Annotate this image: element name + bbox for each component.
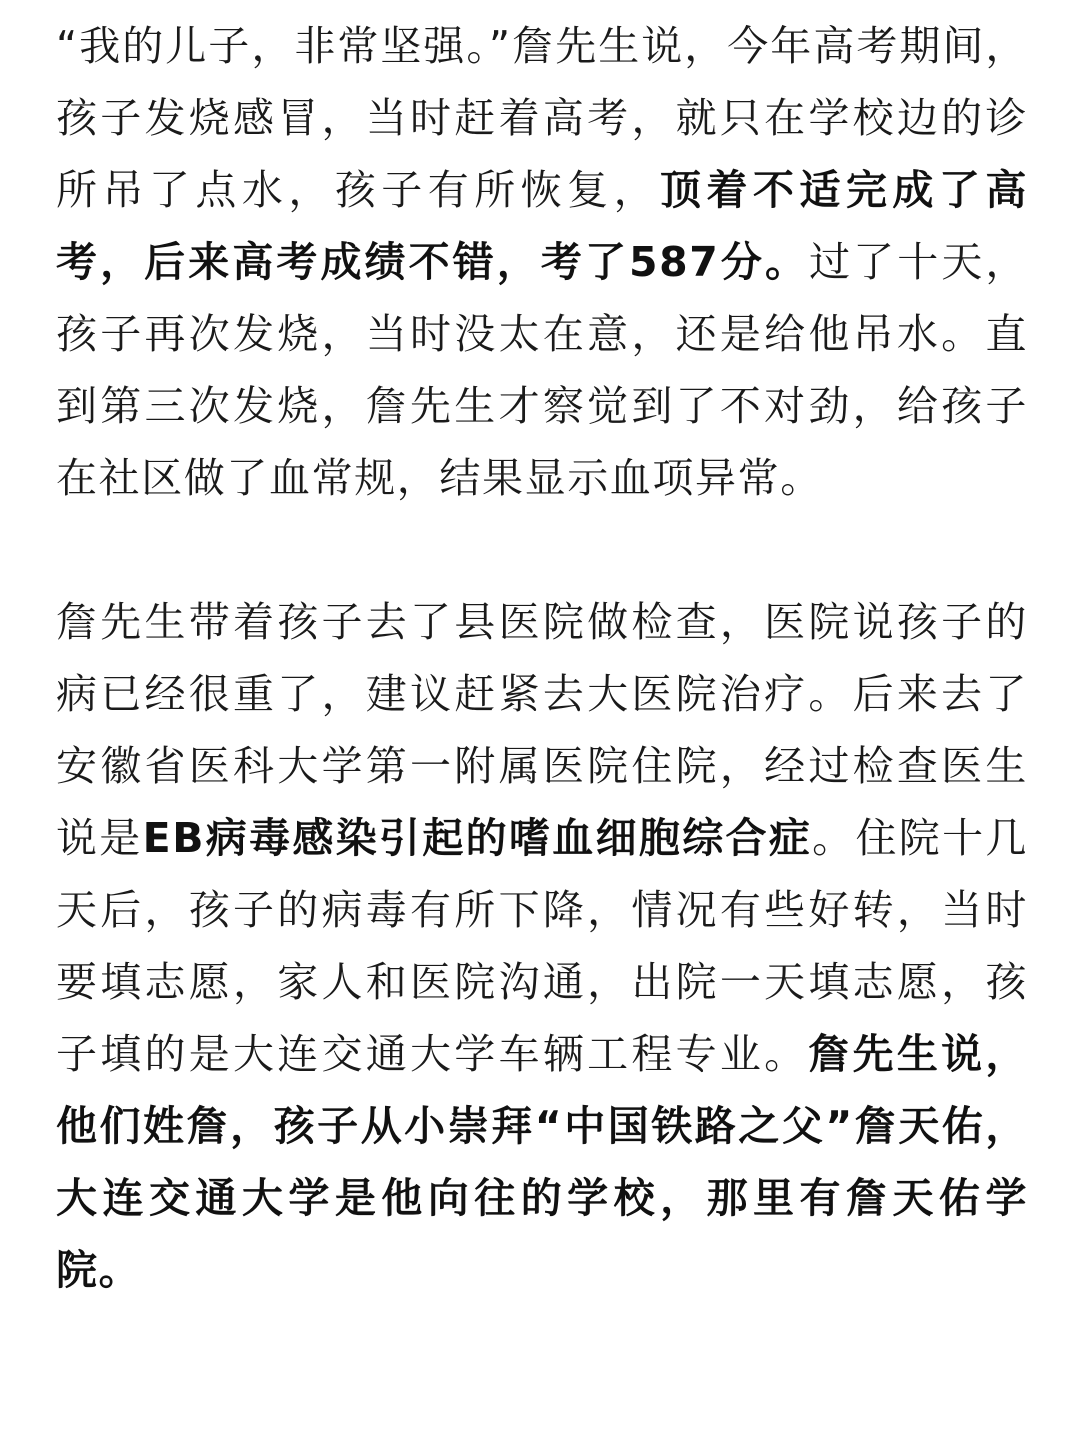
paragraph-2-bold-text-2: 詹先生说，他们姓詹，孩子从小崇拜“中国铁路之父”詹天佑，大连交通大学是他向往的学校，那里有詹天佑学院。 [56,1030,1029,1294]
paragraph-2-bold-text-1: EB病毒感染引起的嗜血细胞综合症 [142,814,813,862]
paragraph-2 [56,586,1028,1306]
article-body [56,10,1028,1306]
paragraph-1-bold-text: 顶着不适完成了高考，后来高考成绩不错，考了587分。 [56,166,1028,286]
paragraph-1-text-2: 过了十天，孩子再次发烧，当时没太在意，还是给他吊水。直到第三次发烧，詹先生才察觉到了不对劲，给孩子在社区做了血常规，结果显示血项异常。 [56,238,1028,502]
paragraph-1 [56,10,1028,514]
paragraph-1-text-1: “我的儿子，非常坚强。”詹先生说，今年高考期间，孩子发烧感冒，当时赶着高考，就只在学校边的诊所吊了点水，孩子有所恢复， [56,22,1028,214]
paragraph-2-text-1: 詹先生带着孩子去了县医院做检查，医院说孩子的病已经很重了，建议赶紧去大医院治疗。后来去了安徽省医科大学第一附属医院住院，经过检查医生说是 [56,598,1028,862]
paragraph-2-text-2: 。住院十几天后，孩子的病毒有所下降，情况有些好转，当时要填志愿，家人和医院沟通，出院一天填志愿，孩子填的是大连交通大学车辆工程专业。 [56,814,1029,1078]
